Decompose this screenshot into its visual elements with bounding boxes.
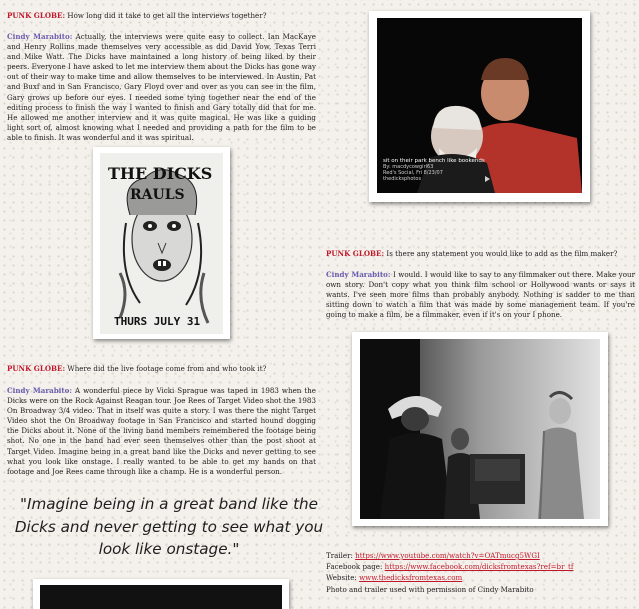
photo-caption-line3: Red's Social, Fri 8/23/07: [383, 170, 443, 176]
photo-caption-line1: sit on their park bench like bookends: [383, 158, 485, 164]
question-2: [7, 364, 307, 374]
facebook-row: [326, 561, 638, 572]
band-backstage-illustration: [360, 339, 600, 519]
facebook-label: Facebook page:: [326, 562, 385, 572]
pull-quote: "Imagine being in a great band like the Dicks and never getting to see what you look like onstage.": [14, 495, 324, 558]
poster-title-line2: RAULS: [130, 187, 185, 203]
website-row: [326, 572, 638, 583]
poster-date: THURS JULY 31: [114, 315, 201, 328]
website-link[interactable]: www.thedicksfromtexas.com: [359, 573, 463, 583]
trailer-link[interactable]: https://www.youtube.com/watch?v=OATmucg5WGI: [355, 551, 540, 560]
question-1: [7, 11, 307, 21]
links-block: [326, 550, 638, 595]
answer-text: Actually, the interviews were quite easy to collect. Ian MacKaye and Henry Rollins made themselves very accessible as did David Yow, Texas Terri and Mike Watt. The Dicks have maintained a long history of being liked by their peers. Everyone I have asked to let me interview them about the Dicks has gone way out of their way to make time and allow themselves to be interviewed. In Austin, Pat and Buxf and in San Francisco, Gary Floyd over and over as you can see in the film, Gary grows up before our eyes. I needed some tying together near the end of the editing process to finish the way I wanted to finish and Gary totally did that for me. He allowed me another interview and it was quite magical. He was like a guiding light sort of, almost knowing what I needed and providing a path for the film to be able to finish. It was wonderful and it was spiritual.: [7, 32, 316, 142]
poster-illustration: [100, 153, 223, 334]
question-text: Is there any statement you would like to add as the film maker?: [384, 249, 618, 258]
trailer-label: Trailer:: [326, 551, 356, 560]
answer-label: Cindy Marabito:: [7, 386, 73, 395]
photo-caption-line4: thedicksphotos: [383, 176, 422, 182]
question-3: [326, 249, 631, 259]
answer-2: [7, 386, 316, 477]
play-icon[interactable]: [485, 176, 490, 182]
poster-image: [100, 153, 223, 334]
interview-photo: [377, 18, 582, 193]
question-text: Where did the live footage come from and who took it?: [65, 364, 267, 373]
facebook-link[interactable]: https://www.facebook.com/dicksfromtexas?ref=br_tf: [384, 562, 574, 572]
answer-1: [7, 32, 316, 143]
poster-title-line1: THE DICKS: [108, 164, 213, 183]
question-label: PUNK GLOBE:: [326, 249, 385, 258]
bottom-photo: [40, 585, 282, 609]
band-photo-frame: [352, 332, 608, 526]
answer-label: Cindy Marabito:: [7, 32, 73, 41]
bottom-photo-frame: [33, 579, 289, 609]
permission-note: Photo and trailer used with permission of Cindy Marabito: [326, 584, 534, 594]
band-photo: [360, 339, 600, 519]
interview-photo-frame: [369, 11, 590, 202]
question-label: PUNK GLOBE:: [7, 11, 66, 20]
question-label: PUNK GLOBE:: [7, 364, 66, 373]
answer-label: Cindy Marabito:: [326, 270, 391, 279]
answer-text: A wonderful piece by Vicki Sprague was taped in 1983 when the Dicks were on the Rock Against Reagan tour. Joe Rees of Target Video shot the 1983 On Broadway 3/4 video. That in itself was quite a story. I was there the night Target Video shot the On Broadway footage in San Francisco and started hound dogging the Dicks about it. None of the living band members remembered the footage being shot. No one in the band had ever seen themselves other than the post shoot at Target Video. Imagine being in a great band like the Dicks and never getting to see what you look like onstage. I really wanted to be able to get my hands on that footage and Joe Rees came through like a champ. He is a wonderful person.: [7, 386, 316, 476]
question-text: How long did it take to get all the interviews together?: [65, 11, 267, 20]
answer-3: [326, 270, 635, 320]
photo-caption-line2: By: macdycowgirl63: [383, 164, 434, 170]
poster-photo-frame: [93, 147, 230, 339]
answer-text: I would. I would like to say to any filmmaker out there. Make your own story. Don't copy what you think film school or Hollywood wants or says it wants. I've seen more films than probably anybody. Nothing is sadder to me than sitting down to watch a film that was made by some management team. If you're going to make a film, be a filmmaker, even if it's on your I phone.: [326, 270, 636, 320]
trailer-row: [326, 550, 638, 561]
website-label: Website:: [326, 573, 360, 583]
